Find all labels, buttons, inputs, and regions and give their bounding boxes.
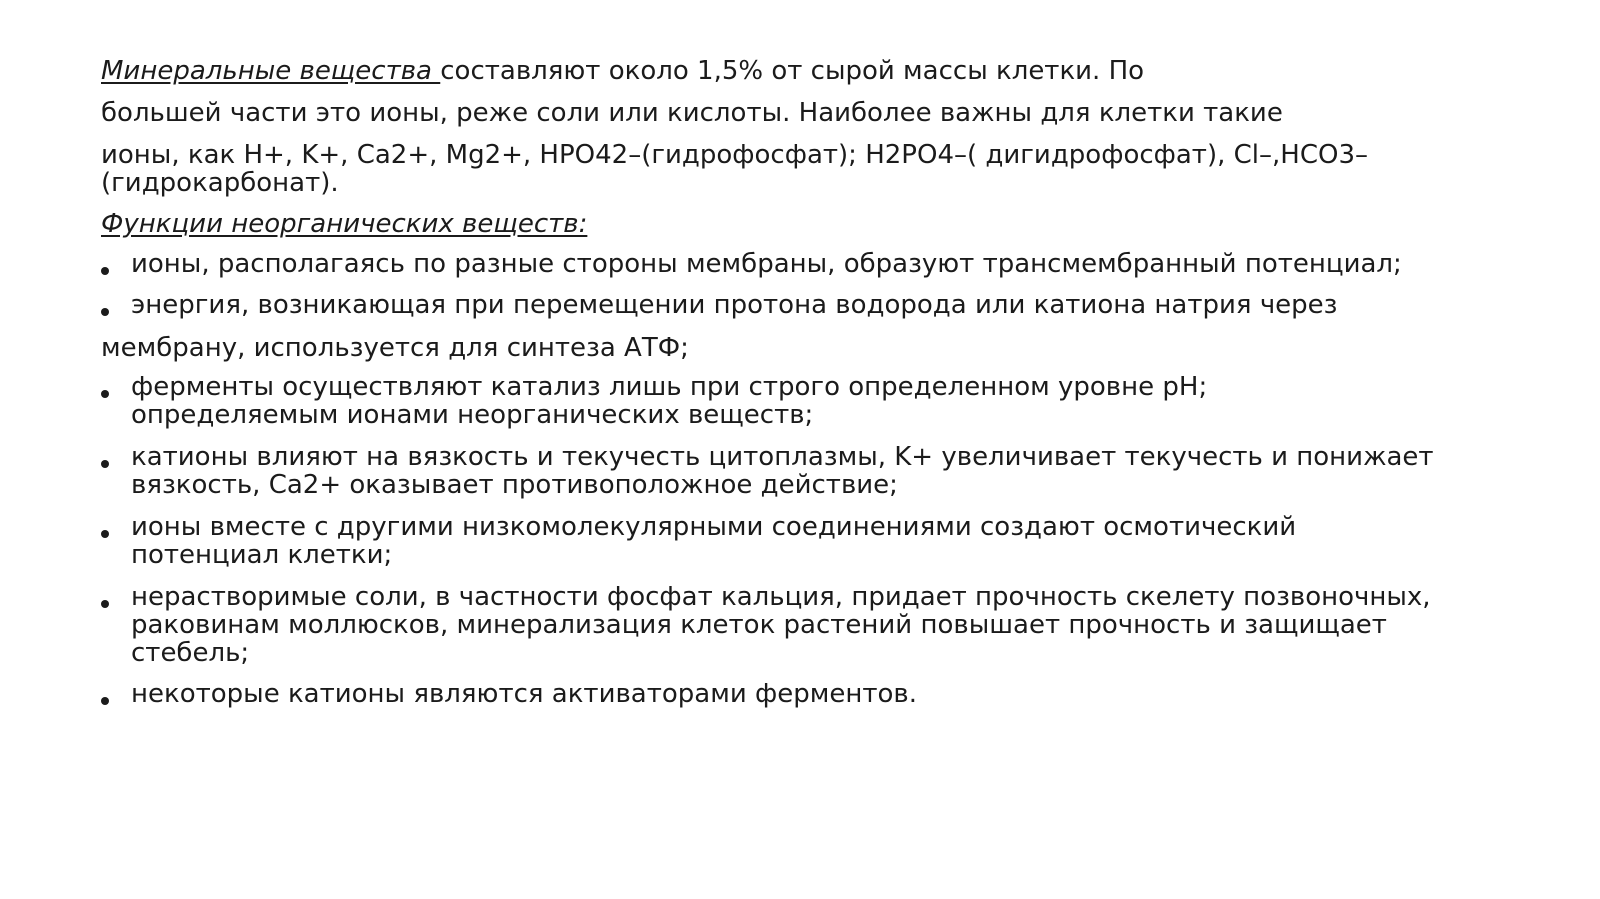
intro-line-4: (гидрокарбонат). [101,168,339,198]
functions-heading: Функции неорганических веществ: [101,209,588,239]
bullet-6-line-3: стебель; [131,638,250,668]
bullet-2-continuation: мембрану, используется для синтеза АТФ; [101,333,689,363]
intro-line-2: большей части это ионы, реже соли или кислоты. Наиболее важны для клетки такие [101,98,1283,128]
bullet-icon [101,390,109,398]
bullet-6-line-1: нерастворимые соли, в частности фосфат кальция, придает прочность скелету позвоночных, [131,582,1431,612]
bullet-icon [101,697,109,705]
bullet-5-line-2: потенциал клетки; [131,540,393,570]
bullet-icon [101,600,109,608]
bullet-4-line-2: вязкость, Ca2+ оказывает противоположное действие; [131,470,898,500]
bullet-2-line-1: энергия, возникающая при перемещении протона водорода или катиона натрия через [131,290,1338,320]
intro-line-1-text: составляют около 1,5% от сырой массы клетки. По [440,56,1145,86]
bullet-3-line-2: определяемым ионами неорганических веществ; [131,400,814,430]
bullet-1-line-1: ионы, располагаясь по разные стороны мембраны, образуют трансмембранный потенциал; [131,249,1402,279]
bullet-5-line-1: ионы вместе с другими низкомолекулярными соединениями создают осмотический [131,512,1297,542]
bullet-6-line-2: раковинам моллюсков, минерализация клеток растений повышает прочность и защищает [131,610,1387,640]
intro-line-1 [101,56,1144,86]
intro-heading: Минеральные вещества [101,56,441,86]
bullet-icon [101,308,109,316]
bullet-icon [101,530,109,538]
bullet-icon [101,460,109,468]
bullet-7-line-1: некоторые катионы являются активаторами ферментов. [131,679,917,709]
bullet-icon [101,267,109,275]
bullet-4-line-1: катионы влияют на вязкость и текучесть цитоплазмы, K+ увеличивает текучесть и понижает [131,442,1434,472]
intro-line-3: ионы, как H+, K+, Ca2+, Mg2+, HPO42–(гидрофосфат); H2PO4–( дигидрофосфат), Cl–,HCO3– [101,140,1368,170]
bullet-3-line-1: ферменты осуществляют катализ лишь при строго определенном уровне pH; [131,372,1208,402]
